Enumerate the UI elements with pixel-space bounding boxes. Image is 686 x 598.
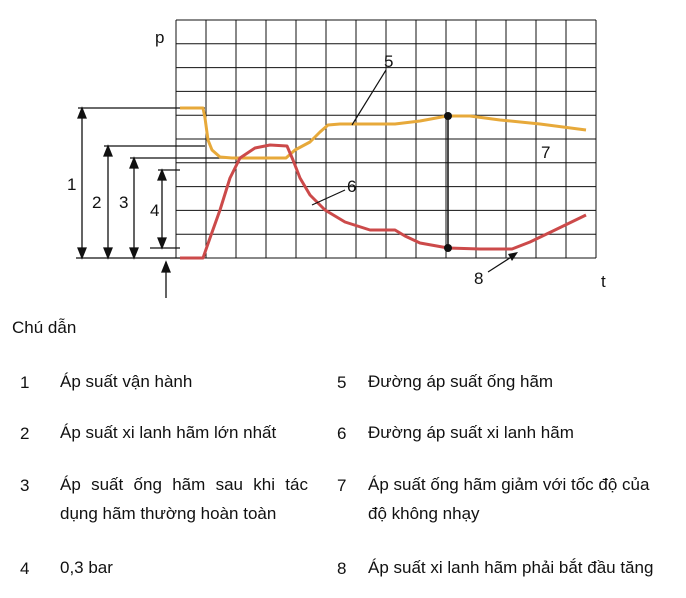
legend-num-8: 8	[337, 559, 347, 578]
dimension-label-2: 2	[92, 193, 102, 212]
legend-num-6: 6	[337, 424, 347, 443]
legend-num-2: 2	[20, 424, 30, 443]
y-axis-label: p	[155, 28, 165, 47]
legend-num-5: 5	[337, 373, 347, 392]
marker-dot-bottom	[444, 244, 452, 252]
legend-text-1: Áp suất vận hành	[60, 372, 193, 391]
leader-5	[352, 70, 386, 125]
dimension-label-1: 1	[67, 175, 77, 194]
marker-dot-top	[444, 112, 452, 120]
dimension-label-3: 3	[119, 193, 129, 212]
legend-text-6: Đường áp suất xi lanh hãm	[368, 423, 574, 442]
curve-label-6: 6	[347, 177, 357, 196]
x-axis-label: t	[601, 272, 606, 291]
dimension-label-4: 4	[150, 201, 160, 220]
brake-cylinder-pressure-line	[180, 145, 586, 258]
legend-text-4: 0,3 bar	[60, 558, 113, 577]
legend-text-7: Áp suất ống hãm giảm với tốc độ của độ không nhạy	[368, 475, 650, 523]
legend-text-8: Áp suất xi lanh hãm phải bắt đầu tăng	[368, 558, 654, 577]
legend-num-3: 3	[20, 476, 30, 495]
leader-8-arrow	[508, 252, 518, 261]
curve-label-7: 7	[541, 143, 551, 162]
legend-text-3: Áp suất ống hãm sau khi tác dụng hãm thường hoàn toàn	[60, 475, 308, 523]
legend-num-7: 7	[337, 476, 347, 495]
legend-text-5: Đường áp suất ống hãm	[368, 372, 554, 391]
legend-title: Chú dẫn	[12, 318, 77, 337]
legend-num-4: 4	[20, 559, 30, 578]
legend-text-2: Áp suất xi lanh hãm lớn nhất	[60, 423, 277, 442]
legend-num-1: 1	[20, 373, 30, 392]
leader-6	[312, 190, 345, 205]
curve-label-8: 8	[474, 269, 484, 288]
curve-label-5: 5	[384, 52, 394, 71]
